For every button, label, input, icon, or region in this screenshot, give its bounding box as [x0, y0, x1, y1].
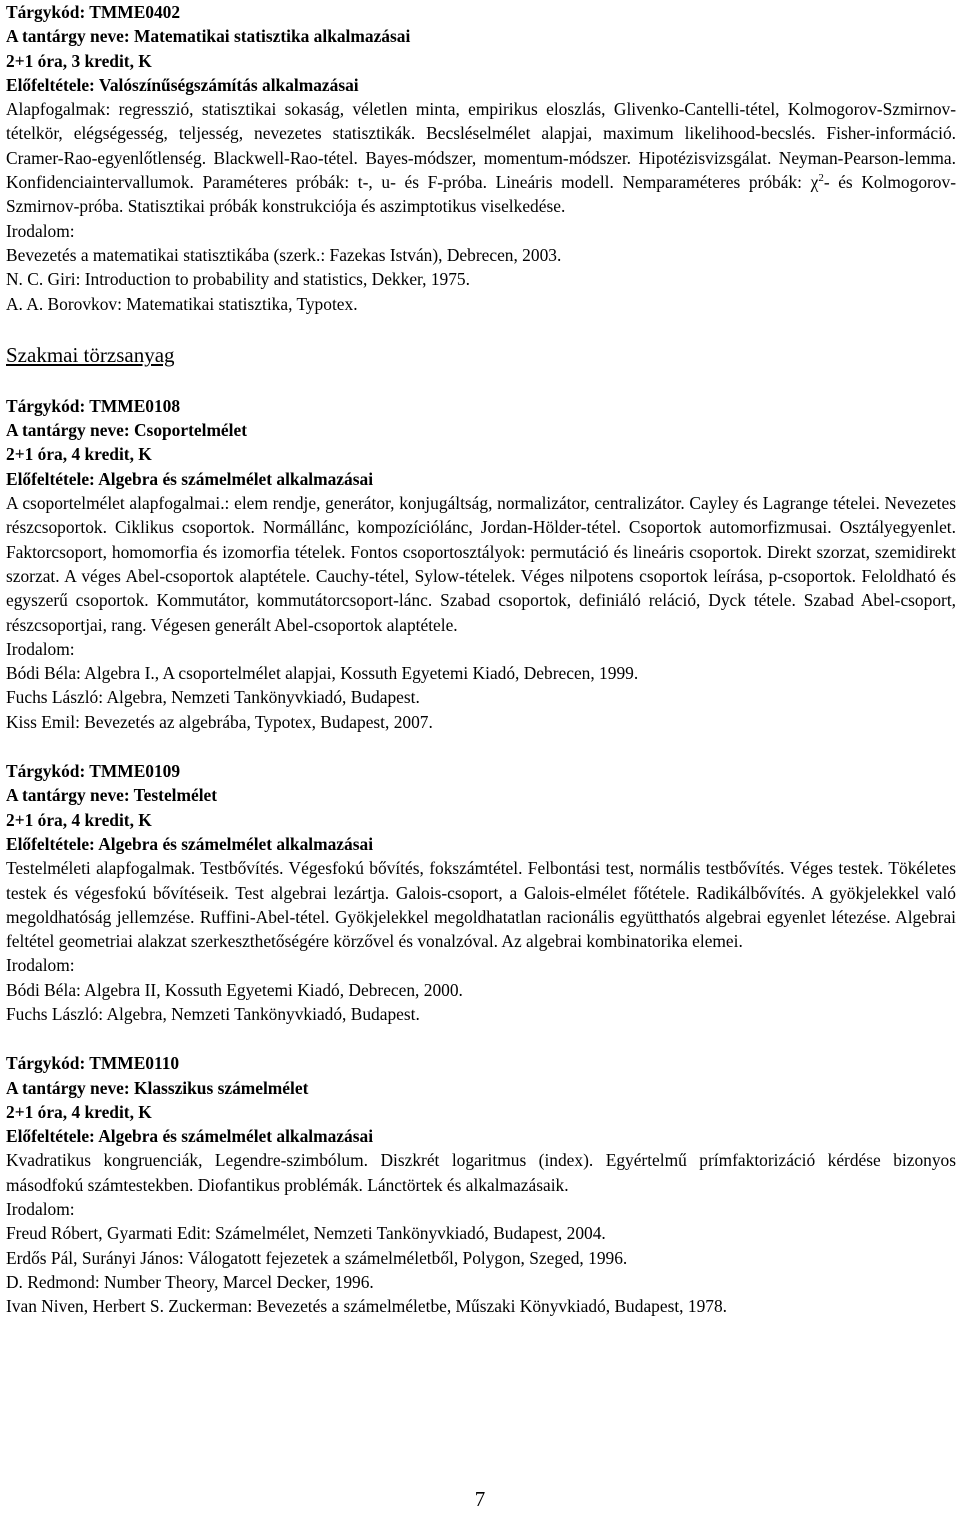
reference-item: Erdős Pál, Surányi János: Válogatott fejezetek a számelméletből, Polygon, Szeged, 1996. — [6, 1247, 628, 1268]
reference-item: D. Redmond: Number Theory, Marcel Decker, 1996. — [6, 1271, 374, 1292]
reference-item: A. A. Borovkov: Matematikai statisztika, Typotex. — [6, 293, 358, 314]
literature-label: Irodalom: — [6, 638, 75, 659]
course-hours: 2+1 óra, 3 kredit, K — [6, 50, 152, 71]
course-code: Tárgykód: TMME0110 — [6, 1053, 180, 1074]
course-prereq: Előfeltétele: Algebra és számelmélet alkalmazásai — [6, 1126, 374, 1147]
course-tmme0402 — [6, 0, 956, 316]
reference-item: Bódi Béla: Algebra II, Kossuth Egyetemi Kiadó, Debrecen, 2000. — [6, 979, 463, 1000]
course-prereq: Előfeltétele: Algebra és számelmélet alkalmazásai — [6, 833, 374, 854]
reference-item: Kiss Emil: Bevezetés az algebrába, Typotex, Budapest, 2007. — [6, 711, 433, 732]
reference-item: Bódi Béla: Algebra I., A csoportelmélet alapjai, Kossuth Egyetemi Kiadó, Debrecen, 1999. — [6, 663, 639, 684]
course-name: A tantárgy neve: Csoportelmélet — [6, 420, 247, 441]
course-prereq: Előfeltétele: Algebra és számelmélet alkalmazásai — [6, 468, 374, 489]
section-heading: Szakmai törzsanyag — [6, 342, 175, 367]
chi-square-superscript: 2 — [818, 172, 824, 185]
course-description: A csoportelmélet alapfogalmai.: elem rendje, generátor, konjugáltság, normalizátor, centralizátor. Cayley és Lagrange tételei. Nevezetes részcsoportok. Ciklikus csoportok. Normállánc, kompozíciólánc, Jordan-Hölder-tétel. Csoportok automorfizmusai. Osztályegyenlet. Faktorcsoport, homomorfia és izomorfia tételek. Fontos csoportosztályok: permutáció és lineáris csoportok. Direkt szorzat, szemidirekt szorzat. A véges Abel-csoportok alaptétele. Cauchy-tétel, Sylow-tételek. Véges nilpotens csoportok leírása, p-csoportok. Feloldható és egyszerű csoportok. Kommutátor, kommutátorcsoport-lánc. Szabad csoportok, definiáló reláció, Dyck tétele. Szabad Abel-csoport, részcsoportjai, rang. Végesen generált Abel-csoportok alaptétele. — [6, 493, 956, 635]
reference-item: Ivan Niven, Herbert S. Zuckerman: Bevezetés a számelméletbe, Műszaki Könyvkiadó, Budapest, 1978. — [6, 1296, 728, 1317]
document-page — [6, 0, 956, 1319]
literature-label: Irodalom: — [6, 220, 75, 241]
course-hours: 2+1 óra, 4 kredit, K — [6, 444, 152, 465]
reference-item: N. C. Giri: Introduction to probability and statistics, Dekker, 1975. — [6, 269, 470, 290]
course-name: A tantárgy neve: Matematikai statisztika alkalmazásai — [6, 26, 411, 47]
description-text: Alapfogalmak: regresszió, statisztikai sokaság, véletlen minta, empirikus eloszlás, Glivenko-Cantelli-tétel, Kolmogorov-Szmirnov-tételkör, elégségesség, teljesség, nevezetes statisztikák. Becsléselmélet alapjai, maximum likelihood-becslés. Fisher-információ. Cramer-Rao-egyenlőtlenség. Blackwell-Rao-tétel. Bayes-módszer, momentum-módszer. Hipotézisvizsgálat. Neyman-Pearson-lemma. Konfidenciaintervallumok. Paraméteres próbák: t-, u- és F-próba. Lineáris modell. Nemparaméteres próbák: χ — [6, 99, 956, 193]
course-description — [6, 97, 956, 218]
reference-item: Fuchs László: Algebra, Nemzeti Tankönyvkiadó, Budapest. — [6, 1003, 420, 1024]
course-description: Testelméleti alapfogalmak. Testbővítés. Végesfokú bővítés, fokszámtétel. Felbontási test, normális testbővítés. Véges testek. Tökéletes testek és végesfokú bővítéseik. Test algebrai lezártja. Galois-csoport, a Galois-elmélet főtétele. Radikálbővítés. A gyökjelekkel való megoldhatóság jellemzése. Ruffini-Abel-tétel. Gyökjelekkel megoldhatatlan racionális együtthatós algebrai egyenlet létezése. Algebrai feltétel geometriai alakzat szerkeszthetőségére körzővel és vonalzóval. Az algebrai kombinatorika elemei. — [6, 858, 956, 952]
course-code: Tárgykód: TMME0108 — [6, 395, 181, 416]
course-description: Kvadratikus kongruenciák, Legendre-szimbólum. Diszkrét logaritmus (index). Egyértelmű prímfaktorizáció kérdése bizonyos másodfokú számtestekben. Diofantikus problémák. Lánctörtek és alkalmazásaik. — [6, 1150, 956, 1195]
literature-label: Irodalom: — [6, 955, 75, 976]
course-tmme0109 — [6, 759, 956, 1026]
course-name: A tantárgy neve: Klasszikus számelmélet — [6, 1077, 309, 1098]
reference-item: Freud Róbert, Gyarmati Edit: Számelmélet, Nemzeti Tankönyvkiadó, Budapest, 2004. — [6, 1223, 606, 1244]
description-text-continued: - és Kolmogorov-Szmirnov-próba. Statisztikai próbák konstrukciója és aszimptotikus viselkedése. — [6, 172, 956, 217]
course-tmme0110 — [6, 1051, 956, 1318]
course-tmme0108 — [6, 394, 956, 734]
course-name: A tantárgy neve: Testelmélet — [6, 785, 218, 806]
reference-item: Fuchs László: Algebra, Nemzeti Tankönyvkiadó, Budapest. — [6, 687, 420, 708]
course-prereq: Előfeltétele: Valószínűségszámítás alkalmazásai — [6, 74, 359, 95]
page-number: 7 — [474, 1487, 486, 1511]
literature-label: Irodalom: — [6, 1199, 75, 1220]
course-code: Tárgykód: TMME0402 — [6, 2, 181, 22]
course-hours: 2+1 óra, 4 kredit, K — [6, 809, 152, 830]
reference-item: Bevezetés a matematikai statisztikába (szerk.: Fazekas István), Debrecen, 2003. — [6, 244, 562, 265]
course-code: Tárgykód: TMME0109 — [6, 761, 181, 782]
course-hours: 2+1 óra, 4 kredit, K — [6, 1101, 152, 1122]
